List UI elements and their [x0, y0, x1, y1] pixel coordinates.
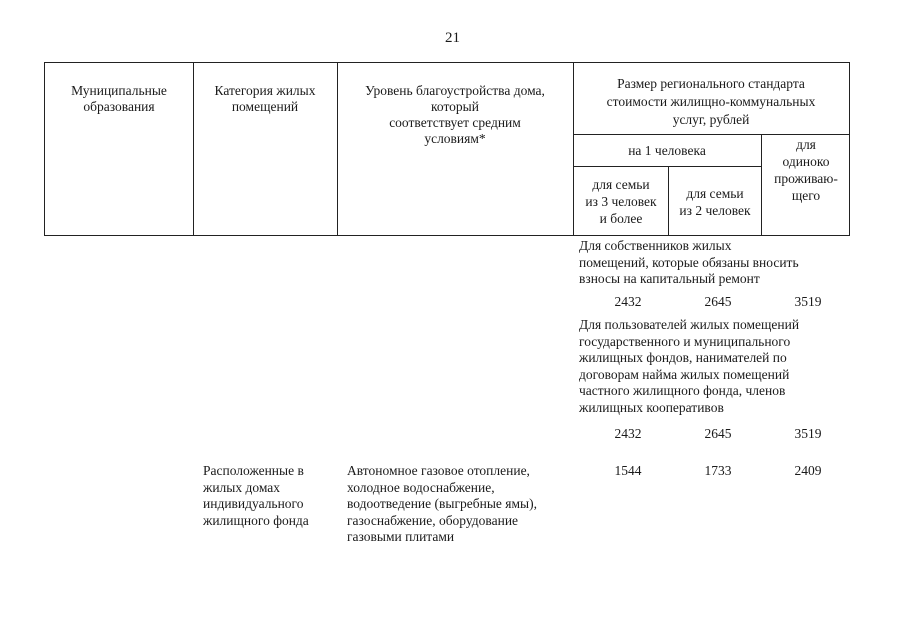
owners-value-family2: 2645 [704, 294, 732, 309]
header-municipalities: Муниципальные образования [71, 83, 167, 114]
table-header [44, 62, 850, 236]
divider-col3 [573, 62, 574, 236]
header-per-person: на 1 человека [628, 143, 706, 158]
table-bottom-border [44, 235, 850, 236]
users-value-family3: 2432 [614, 426, 642, 441]
individual-amenities: Автономное газовое отопление, холодное водоснабжение, водоотведение (выгребные ямы), газоснабжение, оборудование газовыми плитами [347, 463, 537, 544]
page-number: 21 [445, 30, 460, 46]
users-label: Для пользователей жилых помещений государственного и муниципального жилищных фондов, нанимателей по договорам найма жилых помещений частного жилищного фонда, членов жилищных кооперативов [579, 317, 800, 415]
header-category: Категория жилых помещений [214, 83, 316, 114]
owners-label: Для собственников жилых помещений, которые обязаны вносить взносы на капитальный ремонт [579, 238, 799, 286]
owners-value-single: 3519 [794, 294, 822, 309]
divider-per-person [573, 166, 761, 167]
header-standard-size: Размер регионального стандарта стоимости жилищно-коммунальных услуг, рублей [606, 76, 816, 127]
divider-col2 [337, 62, 338, 236]
header-family3: для семьи из 3 человек и более [585, 177, 657, 226]
table-right-border [849, 62, 850, 236]
individual-category: Расположенные в жилых домах индивидуального жилищного фонда [203, 463, 309, 528]
individual-value-single: 2409 [794, 463, 822, 478]
owners-value-family3: 2432 [614, 294, 642, 309]
header-family2: для семьи из 2 человек [679, 186, 751, 218]
table-top-border [44, 62, 850, 63]
divider-single [761, 134, 762, 236]
divider-family [668, 166, 669, 236]
individual-value-family3: 1544 [614, 463, 642, 478]
table-left-border [44, 62, 45, 236]
divider-subheader [573, 134, 850, 135]
divider-col1 [193, 62, 194, 236]
individual-value-family2: 1733 [704, 463, 732, 478]
users-value-single: 3519 [794, 426, 822, 441]
header-single: для одиноко проживаю- щего [774, 137, 838, 203]
header-amenities: Уровень благоустройства дома, который соответствует средним условиям* [365, 83, 545, 146]
users-value-family2: 2645 [704, 426, 732, 441]
